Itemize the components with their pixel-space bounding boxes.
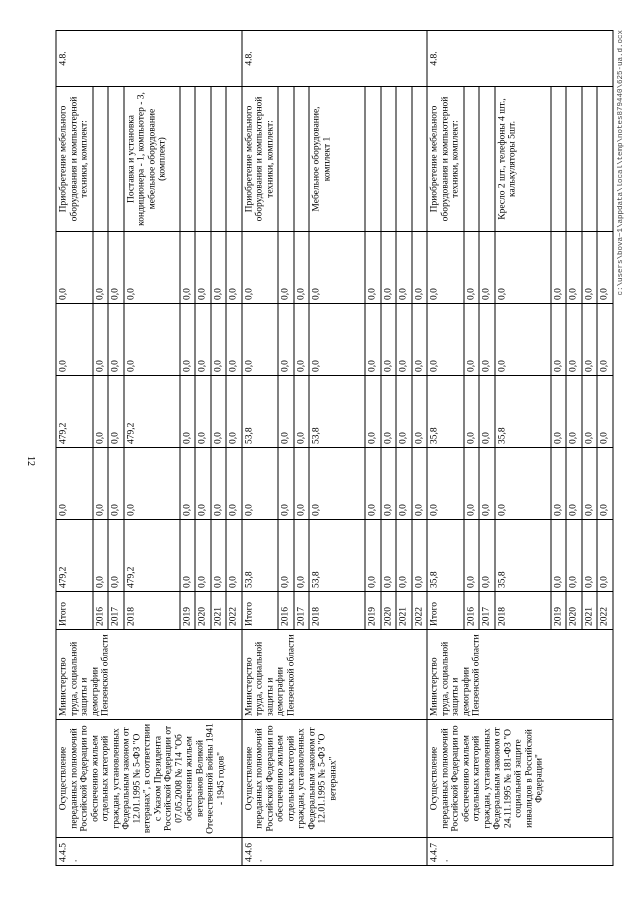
year-cell: 2018 [309, 592, 365, 630]
value-other: 0,0 [93, 232, 109, 304]
value-local: 0,0 [56, 304, 93, 376]
value-other: 0,0 [396, 232, 412, 304]
value-federal: 0,0 [597, 448, 613, 520]
note-cell [597, 87, 613, 232]
value-total: 0,0 [180, 520, 196, 592]
value-other: 0,0 [242, 232, 279, 304]
value-regional: 0,0 [180, 376, 196, 448]
value-regional: 0,0 [396, 376, 412, 448]
value-other: 0,0 [278, 232, 294, 304]
value-total: 0,0 [566, 520, 582, 592]
value-local: 0,0 [294, 304, 310, 376]
note-cell: Приобретение мебельного оборудования и компьютерной техники, комплект: [56, 87, 93, 232]
value-total: 53,8 [309, 520, 365, 592]
item-executor: Министерство труда, социальной защиты и демографии Пензенской области [56, 630, 242, 720]
note-cell [396, 87, 412, 232]
value-regional: 0,0 [464, 376, 480, 448]
item-code: 4.4.7. [427, 838, 613, 866]
note-cell [582, 87, 598, 232]
table-row [242, 31, 279, 866]
value-federal: 0,0 [278, 448, 294, 520]
value-other: 0,0 [566, 232, 582, 304]
year-cell: 2021 [396, 592, 412, 630]
table-row [427, 31, 464, 866]
item-reference: 4.8. [427, 31, 613, 87]
value-other: 0,0 [108, 232, 124, 304]
value-local: 0,0 [180, 304, 196, 376]
value-other: 0,0 [180, 232, 196, 304]
value-total: 0,0 [93, 520, 109, 592]
item-executor: Министерство труда, социальной защиты и демографии Пензенской области [427, 630, 613, 720]
value-regional: 0,0 [566, 376, 582, 448]
value-local: 0,0 [124, 304, 180, 376]
note-cell: Поставка и установка кондиционера - 1, компьютер - 3, мебельное оборудование (комплект) [124, 87, 180, 232]
value-local: 0,0 [381, 304, 397, 376]
value-local: 0,0 [365, 304, 381, 376]
value-total: 0,0 [278, 520, 294, 592]
year-cell: 2022 [226, 592, 242, 630]
value-local: 0,0 [211, 304, 227, 376]
value-local: 0,0 [566, 304, 582, 376]
value-total: 0,0 [294, 520, 310, 592]
note-cell [180, 87, 196, 232]
note-cell [278, 87, 294, 232]
value-other: 0,0 [551, 232, 567, 304]
budget-table [56, 30, 614, 866]
year-cell: 2022 [412, 592, 428, 630]
value-regional: 479,2 [56, 376, 93, 448]
note-cell [412, 87, 428, 232]
value-federal: 0,0 [242, 448, 279, 520]
value-federal: 0,0 [56, 448, 93, 520]
value-federal: 0,0 [309, 448, 365, 520]
note-cell [211, 87, 227, 232]
item-code: 4.4.5. [56, 838, 242, 866]
value-other: 0,0 [427, 232, 464, 304]
value-federal: 0,0 [365, 448, 381, 520]
value-local: 0,0 [93, 304, 109, 376]
value-regional: 35,8 [495, 376, 551, 448]
note-cell [381, 87, 397, 232]
value-federal: 0,0 [195, 448, 211, 520]
value-federal: 0,0 [464, 448, 480, 520]
value-total: 53,8 [242, 520, 279, 592]
value-other: 0,0 [294, 232, 310, 304]
year-cell: Итого [242, 592, 279, 630]
value-regional: 0,0 [195, 376, 211, 448]
value-total: 35,8 [495, 520, 551, 592]
value-regional: 0,0 [108, 376, 124, 448]
item-description: Осуществление переданных полномочий Российской Федерации по обеспечению жильем отдельных категорий граждан, установленных Федеральным законом от 24.11.1995 № 181-ФЗ "О социальной защите инвалидов в Российской Федерации" [427, 720, 613, 838]
value-regional: 0,0 [226, 376, 242, 448]
year-cell: 2020 [195, 592, 211, 630]
note-cell: Мебельное оборудование, комплект 1 [309, 87, 365, 232]
table-row [56, 31, 93, 866]
value-total: 0,0 [412, 520, 428, 592]
value-other: 0,0 [412, 232, 428, 304]
value-local: 0,0 [396, 304, 412, 376]
item-description: Осуществление переданных полномочий Российской Федерации по обеспечению жильем отдельных категорий граждан, установленных Федеральным законом от 12.01.1995 № 5-ФЗ "О ветеранах" [242, 720, 428, 838]
value-regional: 0,0 [294, 376, 310, 448]
value-local: 0,0 [427, 304, 464, 376]
value-local: 0,0 [597, 304, 613, 376]
value-other: 0,0 [582, 232, 598, 304]
value-local: 0,0 [226, 304, 242, 376]
value-federal: 0,0 [226, 448, 242, 520]
value-other: 0,0 [124, 232, 180, 304]
value-federal: 0,0 [495, 448, 551, 520]
note-cell: Кресло 2 шт., телефоны 4 шт., калькуляторы 5шт. [495, 87, 551, 232]
year-cell: Итого [427, 592, 464, 630]
value-federal: 0,0 [124, 448, 180, 520]
note-cell [566, 87, 582, 232]
year-cell: 2017 [479, 592, 495, 630]
value-regional: 53,8 [242, 376, 279, 448]
note-cell: Приобретение мебельного оборудования и компьютерной техники, комплект: [242, 87, 279, 232]
item-description: Осуществление переданных полномочий Российской Федерации по обеспечению жильем отдельных категорий граждан, установленных Федеральным законом от 12.01.1995 № 5-ФЗ "О ветеранах", в соответствии с Указом Президента Российской Федерации от 07.05.2008 № 714 "Об обеспечении жильем ветеранов Великой Отечественной войны 1941 - 1945 годов" [56, 720, 242, 838]
year-cell: 2020 [381, 592, 397, 630]
note-cell: Приобретение мебельного оборудования и компьютерной техники, комплект: [427, 87, 464, 232]
value-federal: 0,0 [294, 448, 310, 520]
value-local: 0,0 [242, 304, 279, 376]
value-federal: 0,0 [551, 448, 567, 520]
year-cell: 2022 [597, 592, 613, 630]
value-total: 35,8 [427, 520, 464, 592]
item-executor: Министерство труда, социальной защиты и демографии Пензенской области [242, 630, 428, 720]
value-regional: 0,0 [211, 376, 227, 448]
value-local: 0,0 [582, 304, 598, 376]
note-cell [551, 87, 567, 232]
value-local: 0,0 [412, 304, 428, 376]
value-other: 0,0 [309, 232, 365, 304]
year-cell: 2019 [551, 592, 567, 630]
value-other: 0,0 [464, 232, 480, 304]
value-other: 0,0 [56, 232, 93, 304]
value-local: 0,0 [464, 304, 480, 376]
value-other: 0,0 [479, 232, 495, 304]
value-other: 0,0 [211, 232, 227, 304]
value-other: 0,0 [365, 232, 381, 304]
year-cell: 2016 [93, 592, 109, 630]
value-regional: 0,0 [551, 376, 567, 448]
year-cell: 2021 [211, 592, 227, 630]
year-cell: 2017 [108, 592, 124, 630]
value-total: 0,0 [597, 520, 613, 592]
note-cell [464, 87, 480, 232]
table-body [56, 31, 613, 866]
value-total: 0,0 [381, 520, 397, 592]
year-cell: 2017 [294, 592, 310, 630]
year-cell: 2016 [278, 592, 294, 630]
value-total: 479,2 [124, 520, 180, 592]
value-total: 0,0 [211, 520, 227, 592]
item-reference: 4.8. [56, 31, 242, 87]
value-local: 0,0 [278, 304, 294, 376]
note-cell [479, 87, 495, 232]
value-other: 0,0 [195, 232, 211, 304]
value-other: 0,0 [381, 232, 397, 304]
value-federal: 0,0 [211, 448, 227, 520]
year-cell: 2016 [464, 592, 480, 630]
value-local: 0,0 [495, 304, 551, 376]
value-other: 0,0 [597, 232, 613, 304]
value-regional: 0,0 [278, 376, 294, 448]
value-local: 0,0 [195, 304, 211, 376]
value-local: 0,0 [108, 304, 124, 376]
footer-path: c:\users\bova~1\appdata\local\temp\notes879440\625-ua.d.ocx [617, 30, 625, 296]
value-total: 0,0 [226, 520, 242, 592]
value-total: 0,0 [396, 520, 412, 592]
value-total: 479,2 [56, 520, 93, 592]
year-cell: 2019 [180, 592, 196, 630]
value-federal: 0,0 [479, 448, 495, 520]
value-regional: 0,0 [93, 376, 109, 448]
value-total: 0,0 [551, 520, 567, 592]
note-cell [93, 87, 109, 232]
note-cell [195, 87, 211, 232]
value-federal: 0,0 [381, 448, 397, 520]
item-code: 4.4.6. [242, 838, 428, 866]
page-number: 12 [25, 456, 36, 466]
value-local: 0,0 [479, 304, 495, 376]
value-regional: 0,0 [582, 376, 598, 448]
value-local: 0,0 [309, 304, 365, 376]
value-other: 0,0 [226, 232, 242, 304]
value-regional: 479,2 [124, 376, 180, 448]
value-regional: 0,0 [597, 376, 613, 448]
value-regional: 35,8 [427, 376, 464, 448]
value-federal: 0,0 [108, 448, 124, 520]
year-cell: 2020 [566, 592, 582, 630]
value-federal: 0,0 [412, 448, 428, 520]
note-cell [226, 87, 242, 232]
value-total: 0,0 [195, 520, 211, 592]
value-federal: 0,0 [396, 448, 412, 520]
value-regional: 53,8 [309, 376, 365, 448]
note-cell [108, 87, 124, 232]
value-federal: 0,0 [93, 448, 109, 520]
value-federal: 0,0 [180, 448, 196, 520]
value-other: 0,0 [495, 232, 551, 304]
value-regional: 0,0 [365, 376, 381, 448]
item-reference: 4.8. [242, 31, 428, 87]
value-total: 0,0 [108, 520, 124, 592]
note-cell [365, 87, 381, 232]
value-regional: 0,0 [381, 376, 397, 448]
value-federal: 0,0 [566, 448, 582, 520]
value-total: 0,0 [464, 520, 480, 592]
note-cell [294, 87, 310, 232]
value-federal: 0,0 [427, 448, 464, 520]
year-cell: 2018 [124, 592, 180, 630]
value-total: 0,0 [479, 520, 495, 592]
value-regional: 0,0 [479, 376, 495, 448]
value-total: 0,0 [582, 520, 598, 592]
rotated-page [58, 30, 625, 862]
value-local: 0,0 [551, 304, 567, 376]
year-cell: 2021 [582, 592, 598, 630]
value-regional: 0,0 [412, 376, 428, 448]
value-federal: 0,0 [582, 448, 598, 520]
year-cell: Итого [56, 592, 93, 630]
year-cell: 2018 [495, 592, 551, 630]
year-cell: 2019 [365, 592, 381, 630]
value-total: 0,0 [365, 520, 381, 592]
